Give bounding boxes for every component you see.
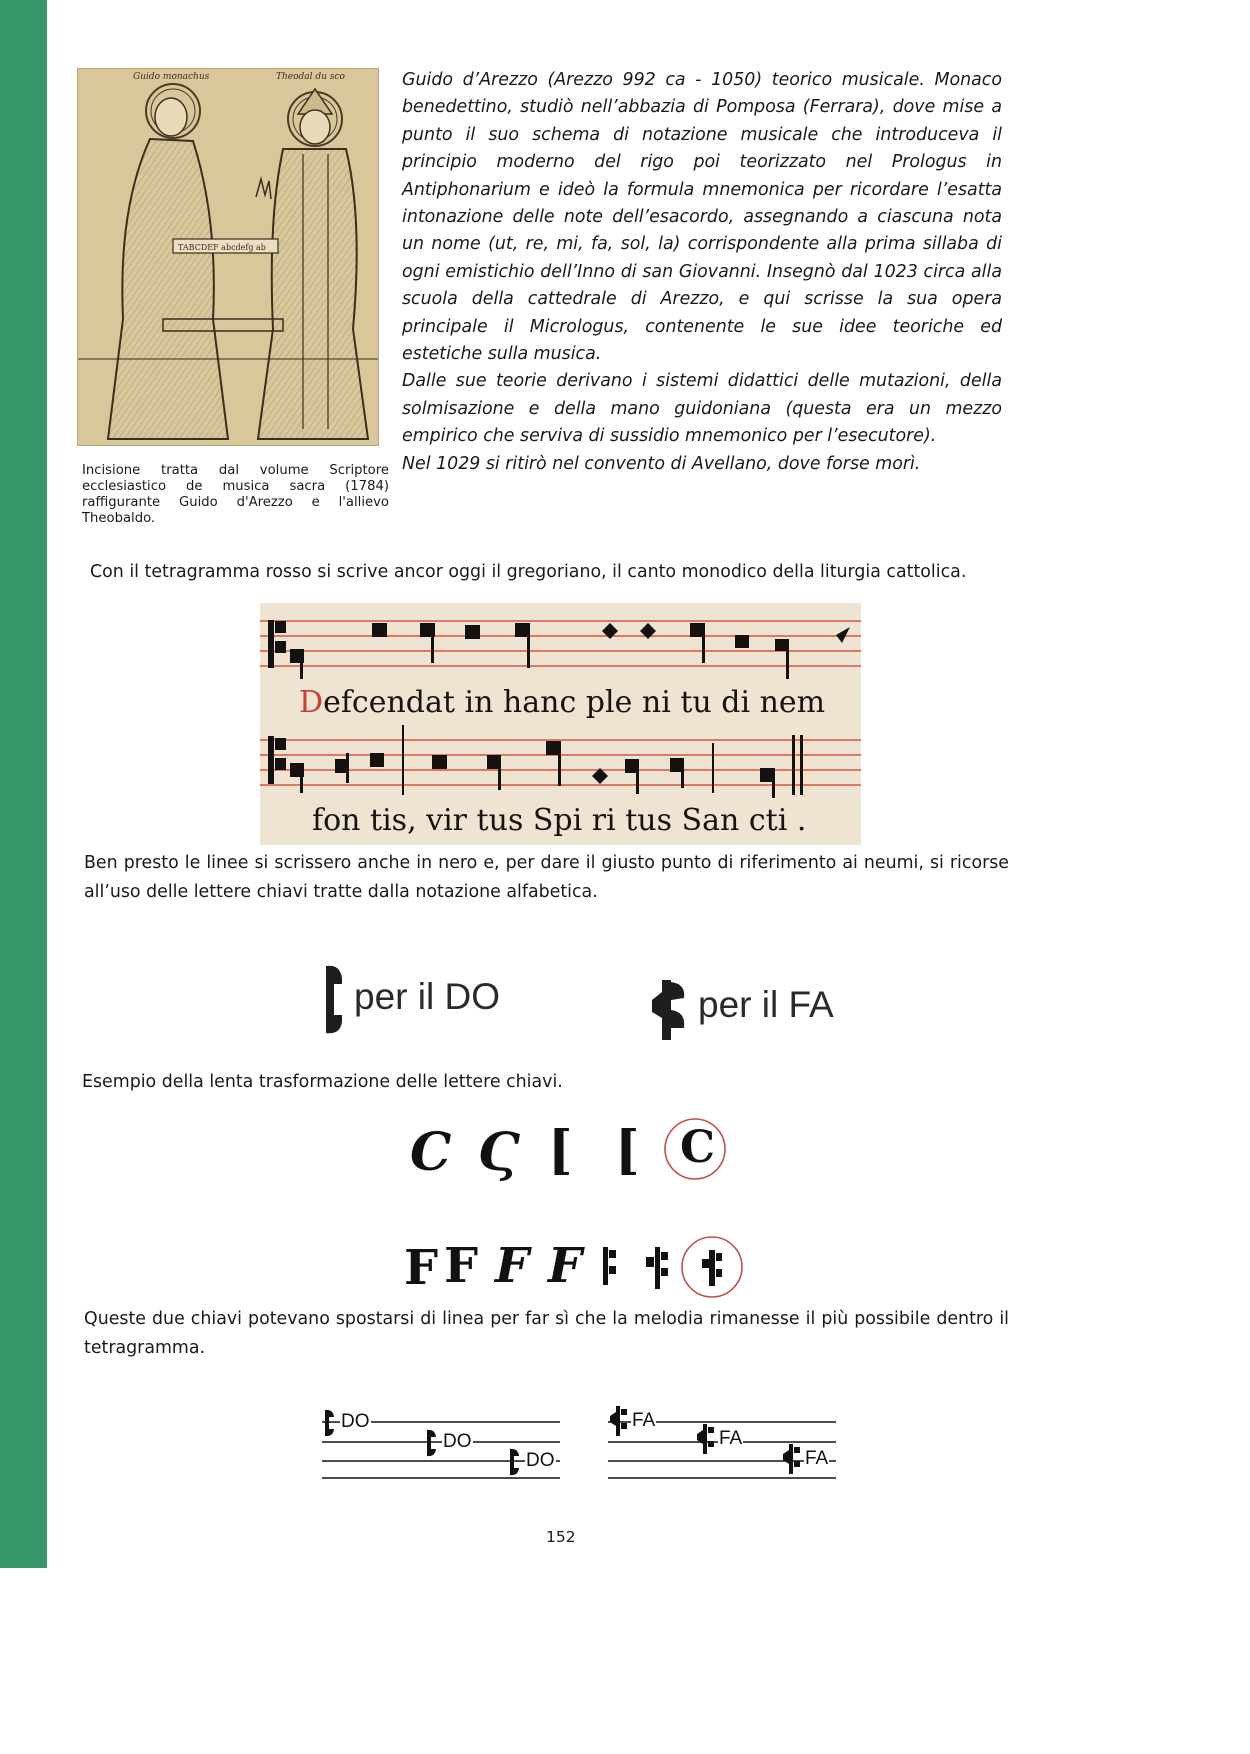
engraving-caption: Incisione tratta dal volume Scriptore ecclesiastico de musica sacra (1784) raffigurante Guido d'Arezzo e l'allievo Theobaldo. bbox=[82, 463, 389, 526]
clef-evolution-caption: Esempio della lenta trasformazione delle lettere chiavi. bbox=[82, 1072, 563, 1092]
fa-staff-label-1: FA bbox=[632, 1410, 656, 1431]
do-clef-label: per il DO bbox=[354, 976, 500, 1017]
fa-staff-label-3: FA bbox=[805, 1448, 829, 1469]
engraving-scroll-text: TABCDEF abcdefg ab bbox=[178, 243, 266, 252]
engraving-label-right: Theodal du sco bbox=[276, 72, 345, 82]
f-form-1: F bbox=[404, 1240, 439, 1296]
guido-biography bbox=[402, 67, 1002, 478]
do-clef-staff-example bbox=[320, 1404, 565, 1484]
fa-staff-label-2: FA bbox=[719, 1428, 743, 1449]
fa-clef-icon bbox=[650, 970, 690, 1050]
fa-clef-demo bbox=[650, 970, 840, 1050]
page-number: 152 bbox=[546, 1528, 576, 1546]
do-staff-label-1: DO bbox=[341, 1411, 370, 1432]
chant-red-initial: D bbox=[299, 685, 324, 720]
clef-movement-text: Queste due chiavi potevano spostarsi di linea per far sì che la melodia rimanesse il più possibile dentro il tetragramma. bbox=[84, 1309, 1009, 1358]
chant-text-line-2: fon tis, vir tus Spi ri tus San cti . bbox=[312, 803, 807, 838]
do-clef-demo bbox=[320, 962, 520, 1037]
c-form-4: [ bbox=[615, 1120, 640, 1181]
do-clef-icon bbox=[320, 962, 346, 1037]
clef-evolution-figure bbox=[400, 1112, 750, 1302]
c-form-3: [ bbox=[548, 1120, 573, 1181]
do-staff-label-2: DO bbox=[443, 1431, 472, 1452]
gregorian-chant-example bbox=[260, 603, 861, 845]
bio-paragraph-2: Dalle sue teorie derivano i sistemi didattici delle mutazioni, della solmisazione e della mano guidoniana (questa era un mezzo empirico che serviva di sussidio mnemonico per l’esecutore). bbox=[402, 371, 1002, 447]
f-form-4: F bbox=[548, 1238, 583, 1294]
fa-clef-staff-example bbox=[606, 1404, 841, 1484]
red-staff-text: Con il tetragramma rosso si scrive ancor oggi il gregoriano, il canto monodico della liturgia cattolica. bbox=[90, 562, 967, 582]
bio-paragraph-3: Nel 1029 si ritirò nel convento di Avellano, dove forse morì. bbox=[402, 453, 921, 474]
bio-paragraph-1: Guido d’Arezzo (Arezzo 992 ca - 1050) teorico musicale. Monaco benedettino, studiò nell’abbazia di Pomposa (Ferrara), dove mise a punto il suo schema di notazione musicale che introduceva il principio moderno del rigo poi teorizzato nel Prologus in Antiphonarium e ideò la formula mnemonica per ricordare l’esatta intonazione delle note dell’esacordo, assegnando a ciascuna nota un nome (ut, re, mi, fa, sol, la) corrispondente alla prima sillaba di ogni emistichio dell’Inno di san Giovanni. Insegnò dal 1023 circa alla scuola della cattedrale di Arezzo, e qui scrisse la sua opera principale il Micrologus, contenente le sue idee teoriche ed estetiche sulla musica. bbox=[402, 70, 1002, 365]
side-color-band bbox=[0, 0, 47, 1568]
black-lines-text: Ben presto le linee si scrissero anche in nero e, per dare il giusto punto di riferimento ai neumi, si ricorse all’uso delle lettere chiavi tratte dalla notazione alfabetica. bbox=[84, 853, 1009, 902]
chant-text-line-1 bbox=[299, 685, 825, 720]
c-form-2: Ϛ bbox=[478, 1122, 520, 1183]
chant-line-1-rest: efcendat in hanc ple ni tu di nem bbox=[323, 685, 826, 720]
fa-clef-label: per il FA bbox=[698, 984, 834, 1025]
f-form-2: F bbox=[444, 1238, 479, 1294]
engraving-label-left: Guido monachus bbox=[133, 72, 210, 82]
c-form-5: C bbox=[680, 1122, 716, 1173]
guido-engraving bbox=[77, 68, 379, 446]
do-staff-label-3: DO bbox=[526, 1450, 555, 1471]
f-form-3: F bbox=[495, 1238, 530, 1294]
c-form-1: C bbox=[410, 1122, 452, 1183]
